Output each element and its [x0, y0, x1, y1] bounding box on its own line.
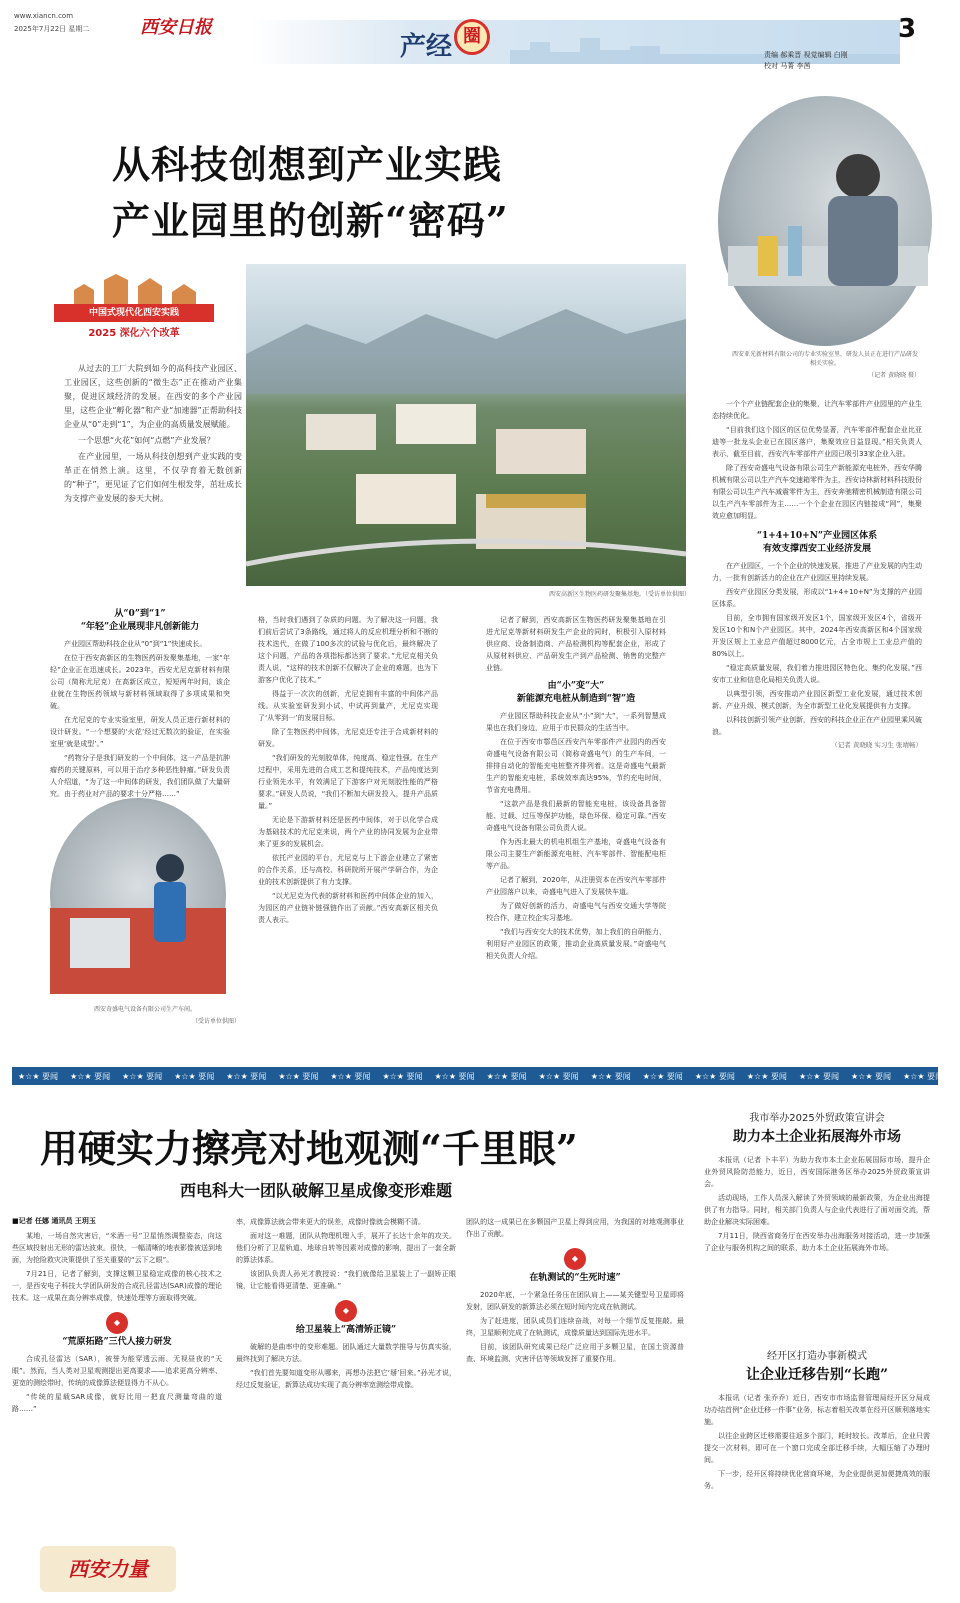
col3-subhead-2: 新能源充电桩从制造到“智”造: [516, 694, 636, 704]
side2-p3: 下一步，经开区将持续优化营商环境，为企业提供更加便捷高效的服务。: [704, 1470, 930, 1490]
side2-p2: 以往企业跨区迁移需要往返多个部门，耗时较长。改革后，企业只需提交一次材料，即可在一个窗口完成全部迁移手续，大幅压缩了办理时间。: [704, 1432, 930, 1464]
side1-headline: 助力本土企业拓展海外市场: [733, 1129, 901, 1145]
col1-p2: 在位于西安高新区的生物医药研发聚集基地，一家“年轻”企业正在迅速成长。2023年，西安尤尼克新材料有限公司（简称尤尼克）在高新区成立，短短两年时间，该企业就在生物医药领域与新材料领域取得了多项成果和突破。: [50, 654, 230, 710]
aerial-photo: [246, 264, 686, 586]
story2-headline: 用硬实力擦亮对地观测“千里眼”: [40, 1126, 578, 1171]
story2-pb4: “我们首先要知道变形从哪来，再想办法把它‘掰’回来。”孙光才说，经过反复验证，新算法成功实现了高分辨率宽测绘带成像。: [236, 1369, 456, 1389]
section-title: 产经: [400, 32, 453, 62]
col4-p9: 以科技创新引领产业创新，西安的科技企业正在产业园里乘风破浪。: [712, 716, 922, 736]
story2-pc2: 为了赶进度，团队成员们连续奋战，对每一个细节反复推敲。最终，卫星顺利完成了在轨测试，成像质量达到国际先进水平。: [466, 1317, 684, 1337]
story2-subhead-c: 在轨测试的“生死时速”: [529, 1273, 621, 1283]
ticker-item: ★☆★ 要闻: [903, 1071, 944, 1081]
col3-p4: “这款产品是我们最新的智能充电桩，该设备具备智能、过载、过压等保护功能，绿色环保、稳定可靠。”西安奇盛电气设备有限公司负责人说。: [486, 800, 666, 832]
editor-credits-1: 责编 郝乘晋 视觉编辑 白刚: [764, 51, 848, 59]
reform-badge: [54, 266, 214, 344]
story2-subhead-b: 给卫星装上“高清矫正镜”: [295, 1325, 397, 1335]
col2-p3: 除了生物医药中间体，尤尼克还专注于合成新材料的研发。: [258, 728, 438, 748]
editor-credits-2: 校对 马菁 李茜: [764, 62, 811, 70]
lab-photo-caption: 西安亚光新材料有限公司的专业实验室里，研发人员正在进行产品研发相关实验。: [731, 351, 918, 367]
issue-date: 2025年7月22日 星期二: [14, 25, 90, 33]
story2-pc0: 团队的这一成果已在多颗国产卫星上得到应用，为我国的对地观测事业作出了贡献。: [466, 1218, 684, 1238]
torch-icon: ◆: [335, 1300, 357, 1322]
side1-kicker: 我市举办2025外贸政策宣讲会: [749, 1113, 885, 1124]
masthead: [0, 0, 960, 88]
story2-pc3: 目前，该团队研究成果已经广泛应用于多颗卫星，在国土资源普查、环境监测、灾害评估等领域发挥了重要作用。: [466, 1343, 684, 1363]
story2-reporter: ■记者 任娜 通讯员 王玥玉: [12, 1217, 96, 1225]
col3-p2: 产业园区帮助科技企业从“小”到“大”，一系列智慧成果也在我们身边，应用于市民群众的生活当中。: [486, 712, 666, 732]
story2-pc1: 2020年底，一个紧急任务压在团队肩上——某关键型号卫星即将发射，团队研发的新算法必须在短时间内完成在轨测试。: [466, 1291, 684, 1311]
col3-p1: 记者了解到，西安高新区生物医药研发聚集基地在引进尤尼克等新材料研发生产企业的同时，积极引入原材料供应商、设备制造商、产品检测机构等配套企业，形成了从原材料供应、产品研发生产到产品检测、销售的完整产业链。: [486, 616, 666, 672]
factory-photo: [50, 798, 226, 994]
col3-p3: 在位于西安市鄠邑区西安汽车零部件产业园内的西安奇盛电气设备有限公司（简称奇盛电气）的生产车间，一排排自动化的智能充电桩整齐排列着。这是奇盛电气最新生产的智能充电桩，系统效率高达95%，节约充电时间，节省充电费用。: [486, 738, 666, 794]
col4-subhead-2: 有效支撑西安工业经济发展: [762, 544, 871, 554]
side-story-1: [704, 1112, 930, 1324]
ticker-item: ★☆★ 要闻: [746, 1071, 787, 1081]
col2: [258, 614, 438, 1040]
story2-col-b: [236, 1216, 456, 1596]
ticker-item: ★☆★ 要闻: [382, 1071, 423, 1081]
side2-headline: 让企业迁移告别“长跑”: [745, 1367, 889, 1383]
ticker-item: ★☆★ 要闻: [798, 1071, 839, 1081]
story2-subtitle: 西电科大一团队破解卫星成像变形难题: [180, 1181, 453, 1200]
xian-power-logo-text: 西安力量: [68, 1557, 148, 1581]
ticker-item: ★☆★ 要闻: [486, 1071, 527, 1081]
side2-p1: 本报讯（记者 张乔乔）近日，西安市市场监督管理局经开区分局成功办结首例“企业迁移一件事”业务，标志着相关改革在经开区顺利落地实施。: [704, 1394, 930, 1426]
col3: [486, 614, 666, 1040]
col4-byline: （记者 黄晓晓 实习生 张靖畅）: [831, 741, 922, 749]
col4-p2: “目前我们这个园区的区位优势显著，汽车零部件配套企业比亚迪等一批龙头企业已在园区落户，集聚效应日益显现。”相关负责人表示，截至目前，西安汽车零部件产业园已吸引33家企业入驻。: [712, 426, 922, 458]
ticker-item: ★☆★ 要闻: [538, 1071, 579, 1081]
col4-p5: 西安产业园区分类发展，形成以“1+4+10+N”为支撑的产业园区体系。: [712, 588, 922, 608]
story2-pa1: 合成孔径雷达（SAR），被誉为能穿透云雨、无视昼夜的“天眼”。然而，当人类对卫星观测提出更高要求——追求更高分辨率、更宽的测绘带时，传统的成像算法便显得力不从心。: [12, 1355, 222, 1387]
ticker-item: ★☆★ 要闻: [174, 1071, 215, 1081]
col2-p4: “我们研发的光刻胶单体，纯度高、稳定性强。在生产过程中，采用先进的合成工艺和提纯技术，产品纯度达到行业领先水平，有效满足了下游客户对光刻胶性能的严格要求。”研发人员说，“我们不断加大研发投入，提升产品质量。”: [258, 754, 438, 810]
col3-p7: 为了做好创新的活力，奇盛电气与西安交通大学等院校合作，建立校企实习基地。: [486, 902, 666, 922]
col1-p4: “药物分子是我们研发的一个中间体，这一产品是抗肿瘤药的关键原料，可以用于治疗多种恶性肿瘤。”研发负责人介绍道，“为了这一中间体的研发，我们团队做了大量研究。由于药业对产品的要求十分严格……”: [50, 754, 230, 798]
reform-badge-line2: 2025 深化六个改革: [88, 328, 180, 339]
lab-photo-credit: （记者 黄晓晓 摄）: [868, 372, 920, 379]
factory-photo-caption: 西安奇盛电气设备有限公司生产车间。: [93, 1006, 196, 1013]
story2-col-a: [12, 1216, 222, 1596]
site-url: www.xiancn.com: [14, 12, 74, 20]
col4-p4: 在产业园区，一个个企业的快速发展，推进了产业发展的内生动力，一批有创新活力的企业在产业园区里持续发展。: [712, 562, 922, 582]
ticker-items: [12, 1067, 944, 1085]
col4-p3: 除了西安奇盛电气设备有限公司生产新能源充电桩外，西安华腾机械有限公司以生产汽车变速箱零件为主，西安诗林新材料科技股份有限公司以生产汽车减震零件为主，西安奔驰精密机械制造有限公司以生产汽车零部件为主……一个个企业在园区内链接成“网”，集聚效应愈加明显。: [712, 464, 922, 520]
story2-subhead-a: “荒原拓路”三代人接力研发: [62, 1337, 172, 1347]
col1-p1: 产业园区帮助科技企业从“0”到“1”快速成长。: [64, 640, 207, 648]
lab-photo: [718, 96, 932, 346]
factory-photo-credit: （受访单位供图）: [191, 1018, 240, 1025]
col3-p8: “我们与西安交大的技术优势，加上我们的自研能力，利用好产业园区的政策，推动企业高质量发展。”奇盛电气相关负责人介绍。: [486, 928, 666, 960]
ticker-item: ★☆★ 要闻: [226, 1071, 267, 1081]
ticker-item: ★☆★ 要闻: [590, 1071, 631, 1081]
col2-p1: 格，当时我们遇到了杂质的问题。为了解决这一问题，我们前后尝试了3条路线，通过将人的反应机理分析和不断的技术迭代，在做了100多次的试验与优化后，最终解决了这个问题，产品的各项指标都达到了要求。”尤尼克相关负责人说，“这样的技术创新不仅解决了企业的难题，也为下游客户优化了技术。”: [258, 616, 438, 684]
ticker-item: ★☆★ 要闻: [18, 1071, 59, 1081]
reform-badge-line1: 中国式现代化西安实践: [54, 304, 214, 322]
aerial-photo-caption: 西安高新区生物医药研发聚集基地。（受访单位供图）: [548, 591, 690, 598]
ticker-item: ★☆★ 要闻: [434, 1071, 475, 1081]
story2-pb2: 该团队负责人孙光才教授说：“我们就像给卫星装上了一副矫正眼镜，让它能看得更清楚、更准确。”: [236, 1270, 456, 1290]
ticker-item: ★☆★ 要闻: [122, 1071, 163, 1081]
side-story-2: [704, 1350, 930, 1596]
col3-p5: 作为西北最大的机电机组生产基地，奇盛电气设备有限公司主要生产新能源充电桩、汽车零部件、智能配电柜等产品。: [486, 838, 666, 870]
col2-p6: 依托产业园的平台，尤尼克与上下游企业建立了紧密的合作关系，还与高校、科研院所开展产学研合作，为企业的技术创新提供了有力支撑。: [258, 854, 438, 886]
story2-col-c: [466, 1216, 684, 1596]
ticker-item: ★☆★ 要闻: [278, 1071, 319, 1081]
lead-headline-line1: 从科技创想到产业实践: [112, 142, 503, 187]
col4-subhead-1: “1+4+10+N”产业园区体系: [756, 531, 878, 541]
lead-intro-p1: 从过去的工厂大院到如今的高科技产业园区、工业园区，这些创新的“微生态”正在推动产业集聚，促进区域经济的发展。在西安的多个产业园里，这些企业“孵化器”和产业“加速器”正帮助科技企业从“0”走到“1”，为企业的高质量发展赋能。: [64, 364, 242, 429]
section-circle-badge: [454, 19, 490, 55]
col1-p3: 在尤尼克的专业实验室里，研发人员正进行新材料的设计研发。“一个想要的‘火花’经过无数次的验证，在实验室里‘就是成型’。”: [50, 716, 230, 748]
col3-p6: 记者了解到，2020年，从注册资本在西安汽车零部件产业园落户以来，奇盛电气进入了发展快车道。: [486, 876, 666, 896]
section-circle-text: 圈: [463, 26, 481, 47]
col2-p7: “以尤尼克为代表的新材料和医药中间体企业的加入，为园区的产业链补链强链作出了贡献。”西安高新区相关负责人表示。: [258, 892, 438, 924]
page-number: 3: [898, 14, 917, 44]
ticker-item: ★☆★ 要闻: [642, 1071, 683, 1081]
paper-name: 西安日报: [140, 17, 212, 38]
story2-pb3: 破解的是曲率中的变形难题。团队通过大量数学推导与仿真实验，最终找到了解决方法。: [236, 1343, 456, 1363]
story2-pa2: “传统的星载SAR成像，就好比用一把直尺测量弯曲的道路……”: [12, 1393, 222, 1413]
ticker-item: ★☆★ 要闻: [851, 1071, 892, 1081]
col4-p7: “稳定高质量发展，我们着力推进园区特色化、集约化发展。”西安市工业和信息化局相关负责人说。: [712, 664, 922, 684]
lead-headline-line2: 产业园里的创新“密码”: [112, 198, 509, 243]
side2-kicker: 经开区打造办事新模式: [767, 1351, 867, 1362]
col1-subhead-1: 从“0”到“1”: [114, 609, 166, 619]
col2-p5: 无论是下游新材料还是医药中间体，对于以化学合成为基础技术的尤尼克来说，两个产业的协同发展为企业带来了更多的发展机会。: [258, 816, 438, 848]
col2-p2: 得益于一次次的创新，尤尼克拥有丰富的中间体产品线。从实验室研发到小试、中试再到量产，尤尼克实现了‘从零到一’的发展目标。: [258, 690, 438, 722]
side1-p3: 7月11日，陕西省商务厅在西安举办出海服务对接活动，进一步加强了企业与服务机构之间的联系，助力本土企业拓展海外市场。: [704, 1232, 930, 1252]
story2-p1: 某地，一场自然灾害后，“米酒一号”卫星悄然调整姿态，向这些区域投射出无形的雷达波束。很快，一幅清晰的地表影像被送到地面，为抢险救灾决策提供了至关重要的“云下之眼”。: [12, 1232, 222, 1264]
col4: [712, 398, 922, 1046]
lead-intro: [64, 362, 242, 602]
col4-p1: 一个个产业链配套企业的集聚，让汽车零部件产业园里的产业生态持续优化。: [712, 400, 922, 420]
story2-pb0: 率，成像算法就会带来更大的误差，成像时像就会模糊不清。: [236, 1218, 425, 1226]
ticker-item: ★☆★ 要闻: [330, 1071, 371, 1081]
ticker-item: ★☆★ 要闻: [694, 1071, 735, 1081]
news-ticker: [12, 1067, 944, 1085]
xian-power-logo: [40, 1546, 176, 1592]
col1: [50, 608, 230, 798]
col4-p8: 以典型引领，西安推动产业园区新型工业化发展，通过技术创新、产业升级、模式创新，为全市新型工业化发展提供有力支撑。: [712, 690, 922, 710]
lead-intro-p2: 一个思想“火花”如何“点燃”产业发展？: [78, 436, 215, 445]
side1-p2: 活动现场，工作人员深入解读了外贸领域的最新政策，为企业出海提供了有力指导。同时，相关部门负责人与企业代表进行了面对面交流，帮助企业解决实际困难。: [704, 1194, 930, 1226]
col3-subhead-1: 由“小”变“大”: [547, 681, 605, 691]
side1-p1: 本报讯（记者 卜丰平）为助力我市本土企业拓展国际市场，提升企业外贸风险防范能力，近日，西安国际港务区举办2025外贸政策宣讲会。: [704, 1156, 930, 1188]
col1-subhead-2: “年轻”企业展现非凡创新能力: [80, 622, 200, 632]
lead-intro-p3: 在产业园里，一场从科技创想到产业实践的变革正在悄然上演。这里，不仅孕育着无数创新的“种子”，更见证了它们如何生根发芽，茁壮成长为支撑产业发展的参天大树。: [64, 452, 242, 503]
story2-pb1: 面对这一难题，团队从物理机理入手，展开了长达十余年的攻关。他们分析了卫星轨道、地球自转等因素对成像的影响，提出了一套全新的算法体系。: [236, 1232, 456, 1264]
ticker-item: ★☆★ 要闻: [70, 1071, 111, 1081]
guard-icon: ◆: [564, 1248, 586, 1270]
col4-p6: 目前，全市拥有国家级开发区1个，国家级开发区4个，省级开发区10个和N个产业园区。其中，2024年西安高新区和4个国家级开发区规上工业总产值超过8000亿元，占全市规上工业总产值的80%以上。: [712, 614, 922, 658]
story2-p2: 7月21日，记者了解到，支撑这颗卫星稳定成像的核心技术之一，是西安电子科技大学团队研发的合成孔径雷达(SAR)成像的理论技术。这一成果在高分辨率成像，快速处理等方面取得突破。: [12, 1270, 222, 1302]
fire-icon: ◆: [106, 1312, 128, 1334]
